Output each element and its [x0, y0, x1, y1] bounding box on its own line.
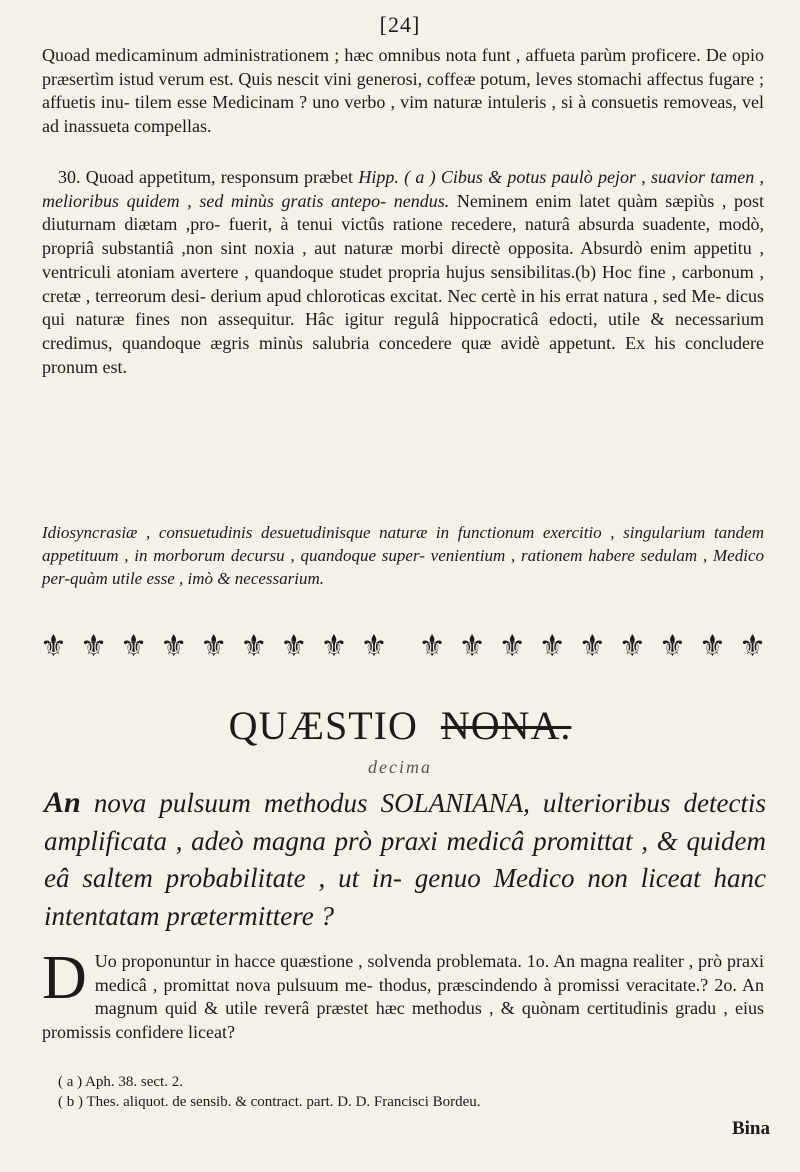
question-body: nova pulsuum methodus SOLANIANA, ulterioribus detectis amplificata , adeò magna prò praxi medicâ promittat , & quidem eâ saltem probabilitate , ut in- genuo Medico non liceat hanc intentatam prætermittere ?: [44, 788, 767, 931]
paragraph-body: Neminem enim latet quàm sæpiùs , post diuturnam diætam ,pro- fuerit, à tenui victûs ratione recedere, naturâ absurda suadente, modò, propriâ substantiâ ,non sint noxia , aut naturæ morbi directè opposita. Absurdò enim appetitu , ventriculi atoniam avertere , quandoque studet propria hujus sensibilitas.(b) Hoc fine , carbonum , cretæ , terreorum desi- derium apud chloroticas excitat. Nec certè in his errat natura , sed Me- dicus qui naturæ fines non assequitur. Hâc igitur regulâ hippocraticâ edocti, utile & necessarium credimus, quandoque ægris minùs salubria concedere quæ avidè appetunt. Ex his concludere pronum est.: [42, 190, 765, 377]
fleuron-icon: ⚜: [578, 630, 606, 663]
footnote: ( a ) Aph. 38. sect. 2.: [58, 1074, 183, 1090]
heading-word: QUÆSTIO: [228, 703, 418, 748]
fleuron-icon: ⚜: [240, 630, 268, 663]
hippocrates-citation: Hipp. ( a ) Cibus & potus paulò pejor , suavior tamen , melioribus quidem , sed minùs gratis antepo- nendus.: [42, 167, 765, 211]
drop-cap: D: [42, 944, 87, 1012]
conclusion-text: Idiosyncrasiæ , consuetudinis desuetudinisque naturæ in functionum exercitio , singularium tandem appetituum , in morborum decursu , quandoque super- venientium , rationem habere sedulam , Medico per-quàm utile esse , imò & necessarium.: [42, 523, 764, 588]
fleuron-icon: ⚜: [498, 630, 526, 663]
paragraph-medicaments: [42, 44, 764, 139]
question-first-word: An: [44, 786, 81, 819]
paragraph-appetite: [42, 166, 764, 379]
fleuron-icon: ⚜: [80, 630, 107, 663]
fleuron-icon: ⚜: [538, 630, 566, 663]
question-heading: [0, 702, 800, 749]
fleuron-icon: ⚜: [739, 630, 766, 663]
fleuron-icon: ⚜: [40, 630, 67, 663]
conclusion-paragraph: [42, 521, 764, 590]
fleuron-icon: ⚜: [658, 630, 686, 663]
fleuron-icon: ⚜: [280, 630, 308, 663]
page-number: [24]: [379, 12, 421, 37]
fleuron-icon: ⚜: [458, 630, 486, 663]
fleuron-icon: ⚜: [699, 630, 726, 663]
ornament-divider: [40, 630, 766, 664]
footnotes: [58, 1072, 763, 1112]
fleuron-icon: ⚜: [618, 630, 646, 663]
footnote: ( b ) Thes. aliquot. de sensib. & contract. part. D. D. Francisci Bordeu.: [58, 1094, 481, 1110]
handwritten-correction: decima: [368, 757, 432, 777]
paragraph-text: Quoad medicaminum administrationem ; hæc omnibus nota funt , affueta parùm proficere. De opio præsertìm istud verum est. Quis nescit vini generosi, coffeæ potum, leves stomachi affectus fugare ; affuetis inu- tilem esse Medicinam ? uno verbo , vim naturæ intuleris , si à consuetis removeas, vel ad inassueta compellas.: [42, 45, 764, 137]
catchword: Bina: [731, 1118, 770, 1139]
problems-paragraph: [42, 944, 764, 1044]
struck-number: NONA.: [440, 703, 572, 748]
problems-text: Uo proponuntur in hacce quæstione , solvenda problemata. 1o. An magna realiter , prò praxi medicâ , promittat nova pulsuum me- thodus, præscindendo à promissi veracitate.? 2o. An magnum quid & utile reverâ præstet hæc methodus , & quònam certitudinis gradu , eius promissis confidere liceat?: [42, 951, 764, 1042]
question-text: [44, 784, 766, 935]
paragraph-number: 30.: [58, 167, 81, 187]
fleuron-icon: ⚜: [120, 630, 148, 663]
fleuron-icon: ⚜: [320, 630, 348, 663]
fleuron-icon: ⚜: [160, 630, 188, 663]
paragraph-intro: Quoad appetitum, responsum præbet: [85, 167, 354, 187]
fleuron-icon: ⚜: [200, 630, 228, 663]
fleuron-icon: ⚜: [418, 630, 446, 663]
fleuron-icon: ⚜: [360, 630, 388, 663]
